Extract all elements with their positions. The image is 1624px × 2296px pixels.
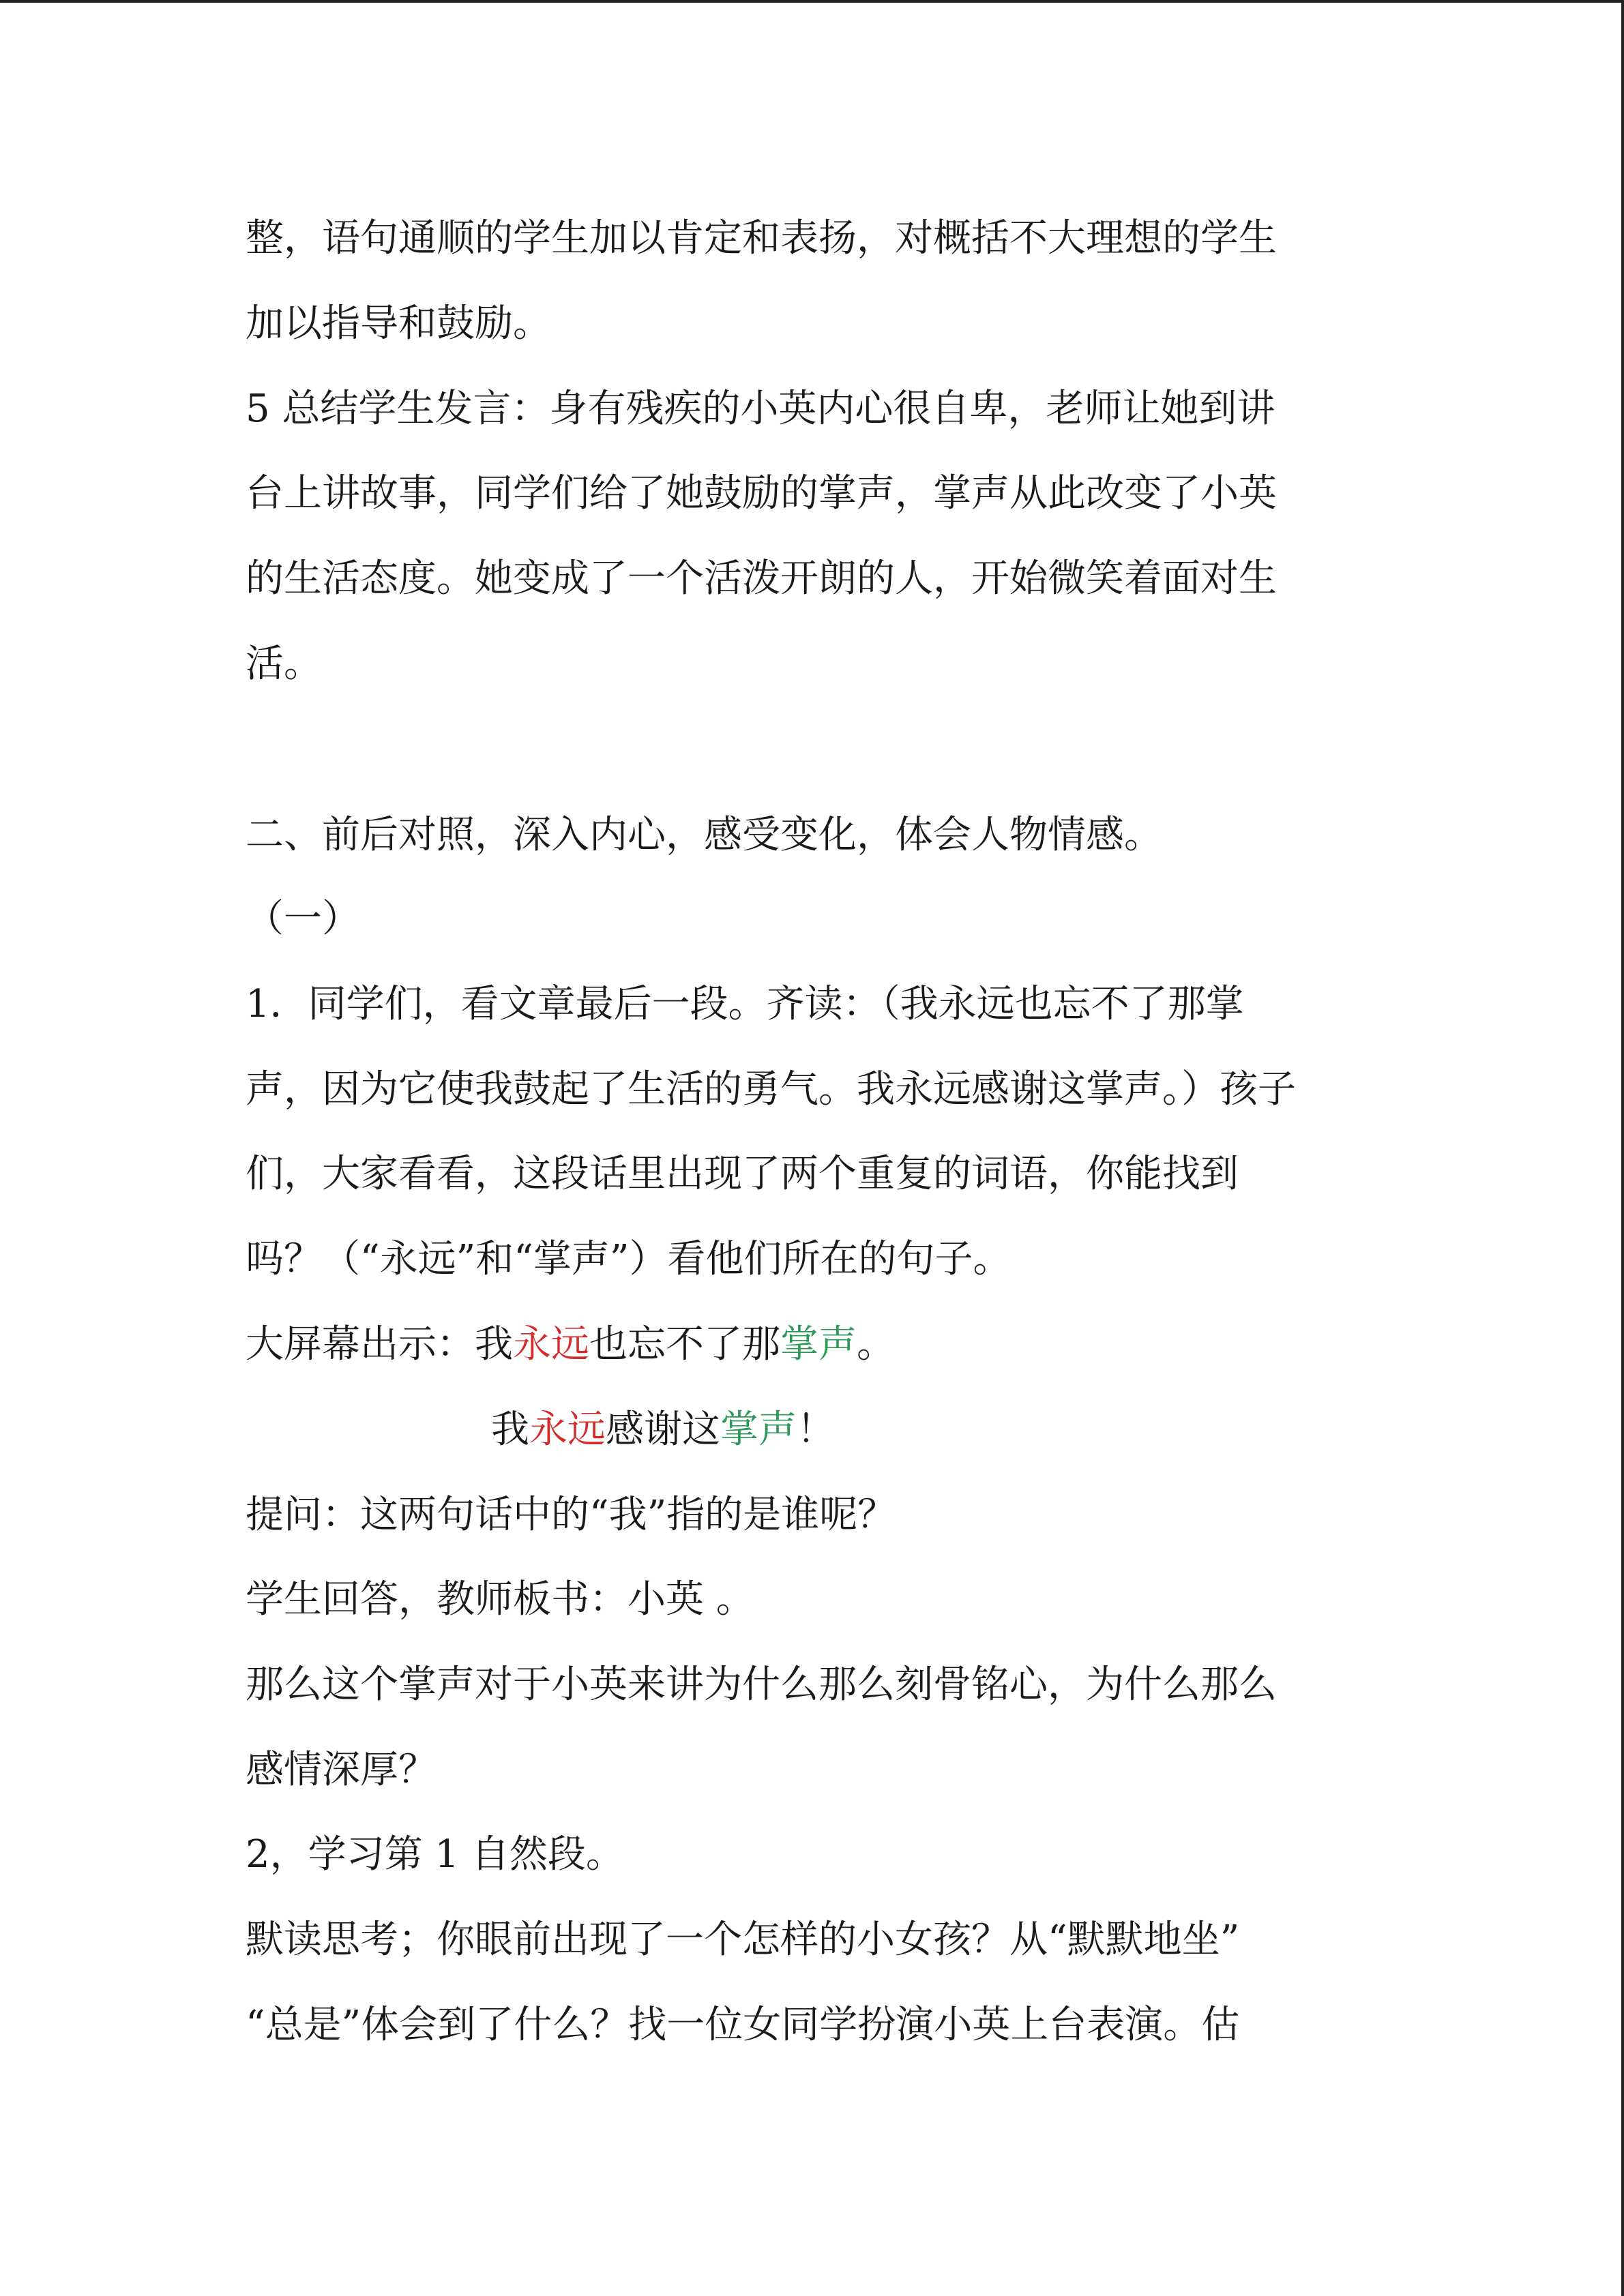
text-line: 那么这个掌声对于小英来讲为什么那么刻骨铭心，为什么那么: [246, 1663, 1277, 1707]
highlight-red-word: 永远: [513, 1322, 589, 1367]
text-line: 默读思考；你眼前出现了一个怎样的小女孩？从“默默地坐”: [246, 1918, 1240, 1962]
page-border-top: [0, 0, 1624, 3]
highlight-sentence-1: [246, 1321, 895, 1369]
highlight-prefix: 大屏幕出示：我: [246, 1322, 513, 1367]
subsection-marker: （一）: [246, 897, 360, 941]
text-line: 台上讲故事，同学们给了她鼓励的掌声，掌声从此改变了小英: [246, 471, 1277, 516]
highlight-suffix: 。: [857, 1322, 895, 1367]
text-line: 活。: [246, 642, 322, 686]
text-line: 整，语句通顺的学生加以肯定和表扬，对概括不大理想的学生: [246, 216, 1277, 260]
highlight-green-word: 掌声: [780, 1322, 857, 1367]
text-line: 学生回答，教师板书：小英 。: [246, 1577, 754, 1622]
text-line: 感情深厚？: [246, 1748, 437, 1792]
highlight-middle: 也忘不了那: [589, 1322, 780, 1367]
text-line: “总是”体会到了什么？找一位女同学扮演小英上台表演。估: [246, 2003, 1240, 2047]
text-line: 5 总结学生发言：身有残疾的小英内心很自卑，老师让她到讲: [246, 387, 1275, 431]
highlight-suffix: ！: [797, 1407, 835, 1452]
highlight-middle: 感谢这: [606, 1407, 720, 1452]
highlight-sentence-2: [491, 1406, 835, 1454]
text-line: 吗？（“永远”和“掌声”）看他们所在的句子。: [246, 1237, 1012, 1281]
text-line: 2，学习第 1 自然段。: [246, 1832, 624, 1877]
text-line: 声，因为它使我鼓起了生活的勇气。我永远感谢这掌声。）孩子: [246, 1067, 1296, 1112]
highlight-green-word: 掌声: [720, 1407, 797, 1452]
text-line: 1．同学们，看文章最后一段。齐读：（我永远也忘不了那掌: [246, 982, 1244, 1026]
highlight-red-word: 永远: [529, 1407, 606, 1452]
text-line: 提问：这两句话中的“我”指的是谁呢？: [246, 1493, 896, 1537]
text-line: 们，大家看看，这段话里出现了两个重复的词语，你能找到: [246, 1152, 1239, 1196]
text-line: 加以指导和鼓励。: [246, 301, 551, 346]
page-border-right: [1621, 0, 1624, 2296]
section-heading: 二、前后对照，深入内心，感受变化，体会人物情感。: [246, 813, 1162, 857]
text-line: 的生活态度。她变成了一个活泼开朗的人，开始微笑着面对生: [246, 556, 1277, 601]
highlight-prefix: 我: [491, 1407, 529, 1452]
